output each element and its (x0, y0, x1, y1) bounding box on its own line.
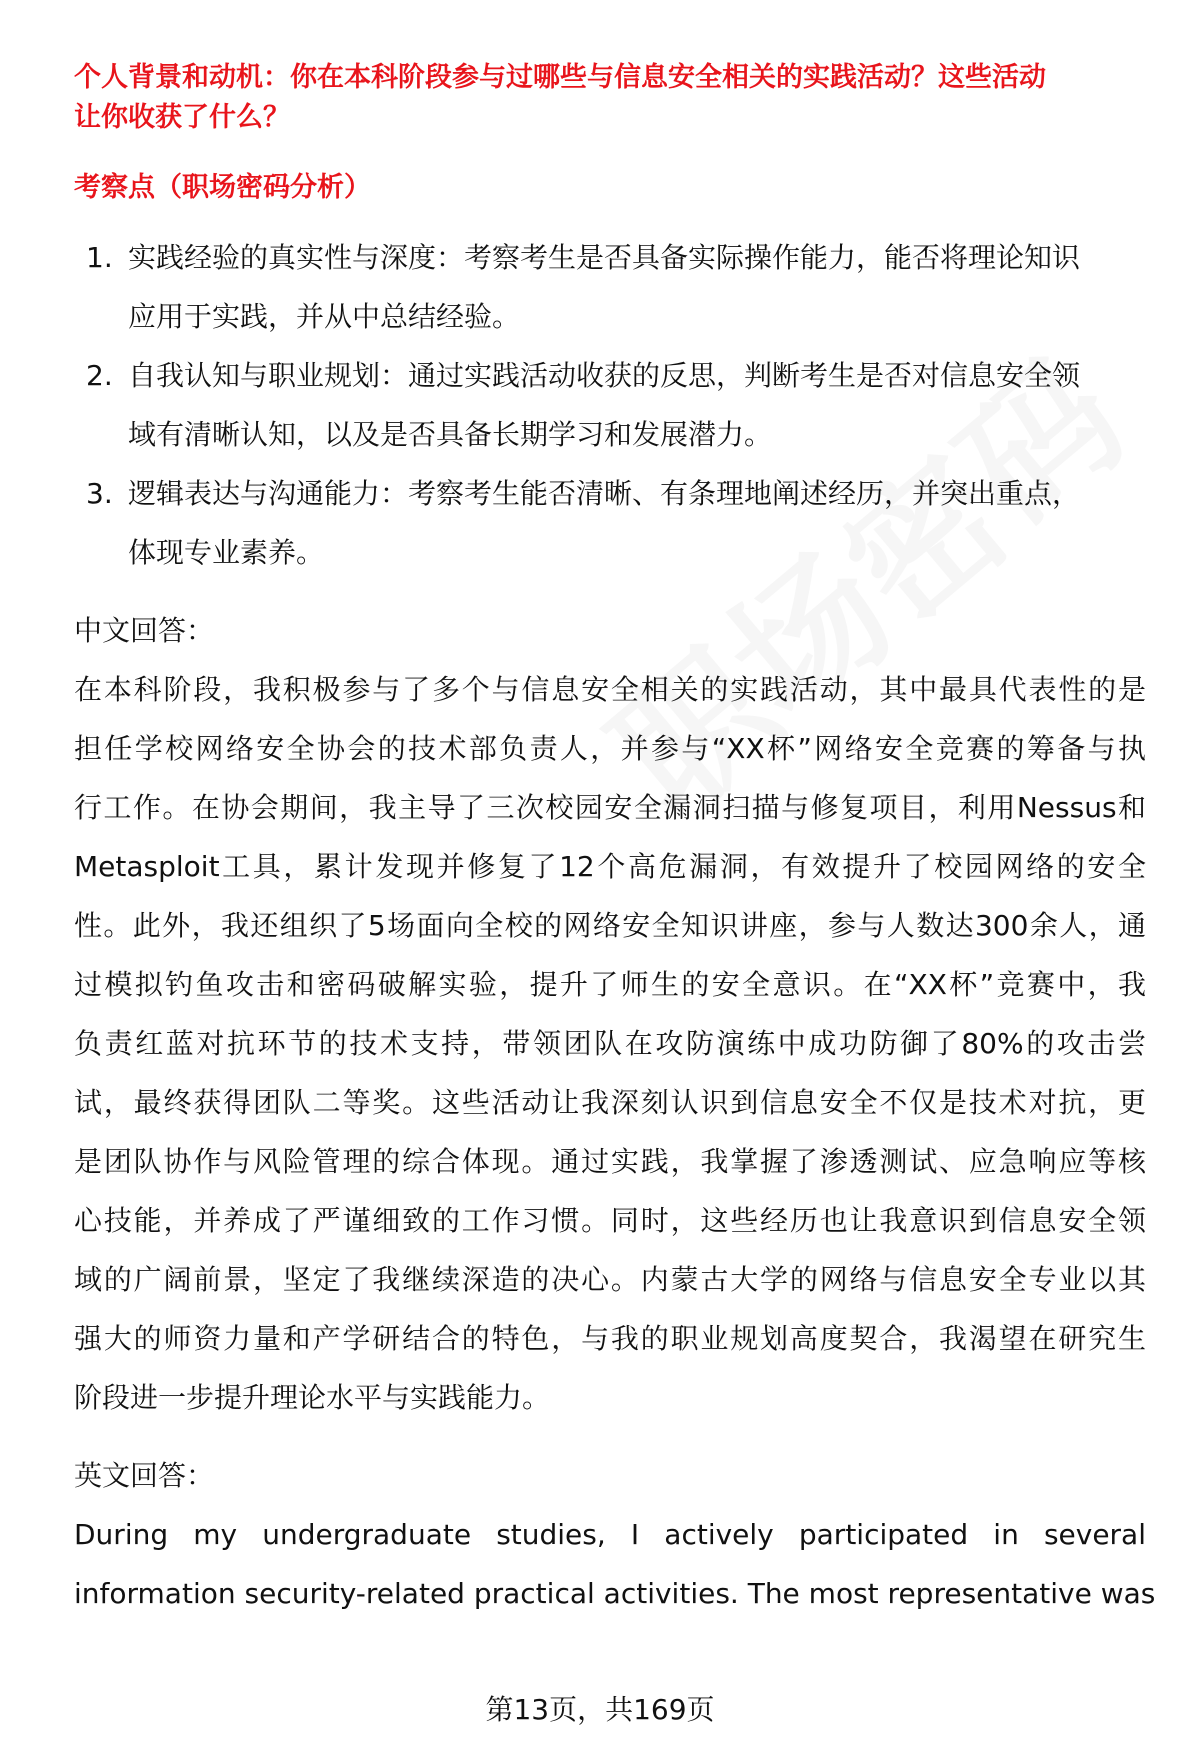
paragraph-line: 性。此外，我还组织了5场面向全校的网络安全知识讲座，参与人数达300余人，通 (74, 909, 1146, 942)
assessment-points (74, 228, 1146, 582)
list-line: 体现专业素养。 (128, 536, 325, 569)
paragraph-line: 负责红蓝对抗环节的技术支持，带领团队在攻防演练中成功防御了80%的攻击尝 (74, 1027, 1146, 1060)
title-line: 让你收获了什么？ (74, 102, 290, 133)
chinese-answer-body (74, 660, 1146, 1427)
list-line: 域有清晰认知，以及是否具备长期学习和发展潜力。 (128, 418, 773, 451)
list-line: 自我认知与职业规划：通过实践活动收获的反思，判断考生是否对信息安全领 (128, 359, 1081, 392)
english-answer-body (74, 1505, 1156, 1623)
paragraph-line: 域的广阔前景，坚定了我继续深造的决心。内蒙古大学的网络与信息安全专业以其 (74, 1263, 1146, 1296)
paragraph-line: 在本科阶段，我积极参与了多个与信息安全相关的实践活动，其中最具代表性的是 (74, 673, 1146, 706)
paragraph-line: During my undergraduate studies, I actively participated in several (74, 1518, 1146, 1551)
title-line: 个人背景和动机：你在本科阶段参与过哪些与信息安全相关的实践活动？这些活动 (74, 62, 1046, 93)
paragraph-line: 过模拟钓鱼攻击和密码破解实验，提升了师生的安全意识。在“XX杯”竞赛中，我 (74, 968, 1146, 1001)
list-line: 应用于实践，并从中总结经验。 (128, 300, 521, 333)
list-number: 2. (86, 359, 113, 392)
paragraph-line: 强大的师资力量和产学研结合的特色，与我的职业规划高度契合，我渴望在研究生 (74, 1322, 1146, 1355)
list-number: 1. (86, 241, 113, 274)
english-answer-heading: 英文回答： (74, 1459, 215, 1492)
list-line: 逻辑表达与沟通能力：考察考生能否清晰、有条理地阐述经历，并突出重点， (128, 477, 1081, 510)
paragraph-line: 试，最终获得团队二等奖。这些活动让我深刻认识到信息安全不仅是技术对抗，更 (74, 1086, 1146, 1119)
question-title (74, 58, 1146, 138)
paragraph-line: 阶段进一步提升理论水平与实践能力。 (74, 1381, 551, 1414)
paragraph-line: 心技能，并养成了严谨细致的工作习惯。同时，这些经历也让我意识到信息安全领 (74, 1204, 1146, 1237)
section-subtitle: 考察点（职场密码分析） (74, 172, 371, 203)
paragraph-line: 担任学校网络安全协会的技术部负责人，并参与“XX杯”网络安全竞赛的筹备与执 (74, 732, 1146, 765)
page-content (74, 58, 1156, 1623)
page-number: 第13页，共169页 (485, 1693, 715, 1726)
list-item (74, 228, 1146, 346)
list-item (74, 464, 1146, 582)
paragraph-line: 行工作。在协会期间，我主导了三次校园安全漏洞扫描与修复项目，利用Nessus和 (74, 791, 1146, 824)
list-number: 3. (86, 477, 113, 510)
paragraph-line: 是团队协作与风险管理的综合体现。通过实践，我掌握了渗透测试、应急响应等核 (74, 1145, 1146, 1178)
list-item (74, 346, 1146, 464)
paragraph-line: information security-related practical activities. The most representative was (74, 1577, 1156, 1610)
chinese-answer-heading: 中文回答： (74, 614, 215, 647)
list-line: 实践经验的真实性与深度：考察考生是否具备实际操作能力，能否将理论知识 (128, 241, 1081, 274)
paragraph-line: Metasploit工具，累计发现并修复了12个高危漏洞，有效提升了校园网络的安全 (74, 850, 1146, 883)
